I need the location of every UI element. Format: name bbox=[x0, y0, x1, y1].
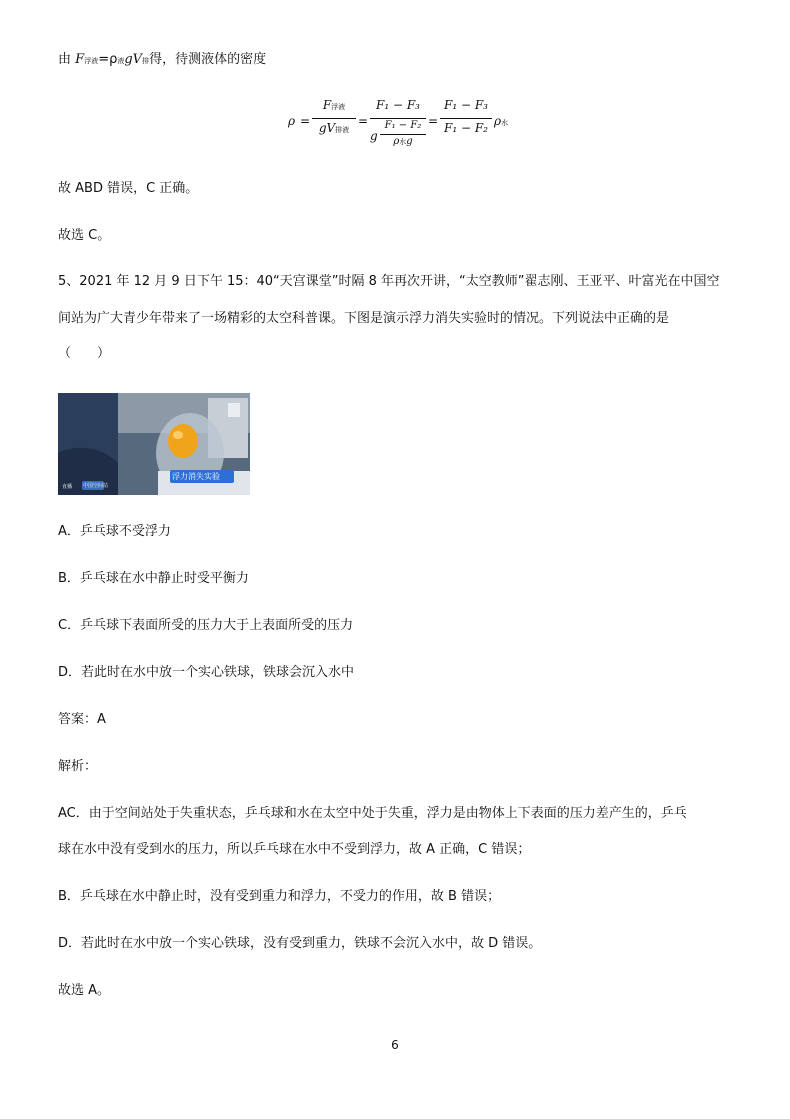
question-5-line-2: 间站为广大青少年带来了一场精彩的太空科普课。下图是演示浮力消失实验时的情况。下列说法中正确的是 bbox=[58, 311, 670, 326]
inner-rho: ρ bbox=[393, 136, 400, 147]
fraction-1-num bbox=[312, 98, 356, 112]
inner-rho-sub: 水 bbox=[399, 138, 407, 146]
choice-line: 故选 C。 bbox=[58, 228, 111, 243]
f1-num: F bbox=[322, 98, 332, 112]
intro-prefix: 由 bbox=[58, 52, 72, 67]
rho-tail bbox=[494, 114, 508, 128]
rho-tail-symbol: ρ bbox=[494, 114, 502, 128]
conclusion-line: 故 ABD 错误，C 正确。 bbox=[58, 181, 199, 196]
experiment-photo bbox=[58, 393, 250, 495]
fraction-1-bar bbox=[312, 118, 356, 119]
equals-2: = bbox=[358, 114, 369, 128]
inner-fraction-den bbox=[380, 136, 426, 147]
g-symbol: g bbox=[124, 52, 133, 67]
inner-fraction-num: F₁ − F₂ bbox=[384, 120, 422, 131]
f1-num-sub: 浮液 bbox=[331, 103, 346, 111]
photo-caption: 浮力消失实验 bbox=[172, 472, 220, 481]
inner-fraction-bar bbox=[380, 134, 426, 135]
f1-den: gV bbox=[318, 121, 336, 135]
rho-lhs: ρ bbox=[288, 114, 296, 128]
photo-corner-label: 中国空间站 bbox=[83, 483, 109, 489]
intro-line bbox=[58, 51, 266, 70]
fraction-1-den bbox=[312, 121, 356, 135]
equals-3: = bbox=[428, 114, 439, 128]
photo-illustration bbox=[58, 393, 250, 495]
f-sub: 浮液 bbox=[84, 57, 99, 65]
rho-tail-sub: 水 bbox=[501, 119, 509, 127]
question-5-blank: （ ） bbox=[58, 346, 111, 361]
v-symbol: V bbox=[132, 52, 143, 67]
analysis-d-line: D．若此时在水中放一个实心铁球，没有受到重力，铁球不会沉入水中，故 D 错误。 bbox=[58, 936, 542, 951]
inner-g: g bbox=[406, 136, 413, 147]
fraction-2-g: g bbox=[370, 129, 378, 143]
density-formula bbox=[288, 96, 518, 154]
analysis-heading: 解析： bbox=[58, 759, 98, 774]
answer-line: 答案：A bbox=[58, 712, 106, 727]
analysis-ac-line-1: AC．由于空间站处于失重状态，乒乓球和水在太空中处于失重，浮力是由物体上下表面的压力差产生的，乒乓 bbox=[58, 806, 687, 821]
final-answer-line: 故选 A。 bbox=[58, 983, 111, 998]
v-sub: 排 bbox=[142, 57, 150, 65]
f-symbol: F bbox=[75, 52, 85, 67]
f1-den-sub: 排液 bbox=[335, 126, 350, 134]
option-c: C．乒乓球下表面所受的压力大于上表面所受的压力 bbox=[58, 618, 354, 633]
fraction-2-num: F₁ − F₃ bbox=[376, 98, 420, 112]
fraction-3-bar bbox=[440, 118, 492, 119]
rho-sub: 液 bbox=[117, 57, 125, 65]
question-5-line-1: 5、2021 年 12 月 9 日下午 15：40“天宫课堂”时隔 8 年再次开讲，“太空教师”翟志刚、王亚平、叶富光在中国空 bbox=[58, 274, 720, 289]
analysis-b-line: B．乒乓球在水中静止时，没有受到重力和浮力，不受力的作用，故 B 错误； bbox=[58, 889, 501, 904]
equals-1: = bbox=[300, 114, 311, 128]
fraction-2-bar bbox=[370, 118, 426, 119]
page-number: 6 bbox=[391, 1038, 399, 1052]
fraction-3-num: F₁ − F₃ bbox=[444, 98, 488, 112]
intro-suffix: 得，待测液体的密度 bbox=[149, 52, 267, 67]
photo-corner-label-2: 直播 bbox=[62, 484, 73, 490]
analysis-ac-line-2: 球在水中没有受到水的压力，所以乒乓球在水中不受到浮力，故 A 正确，C 错误； bbox=[58, 842, 531, 857]
option-a: A．乒乓球不受浮力 bbox=[58, 524, 171, 539]
option-d: D．若此时在水中放一个实心铁球，铁球会沉入水中 bbox=[58, 665, 355, 680]
eq-rho: =ρ bbox=[98, 52, 118, 67]
fraction-3-den: F₁ − F₂ bbox=[444, 121, 488, 135]
option-b: B．乒乓球在水中静止时受平衡力 bbox=[58, 571, 249, 586]
